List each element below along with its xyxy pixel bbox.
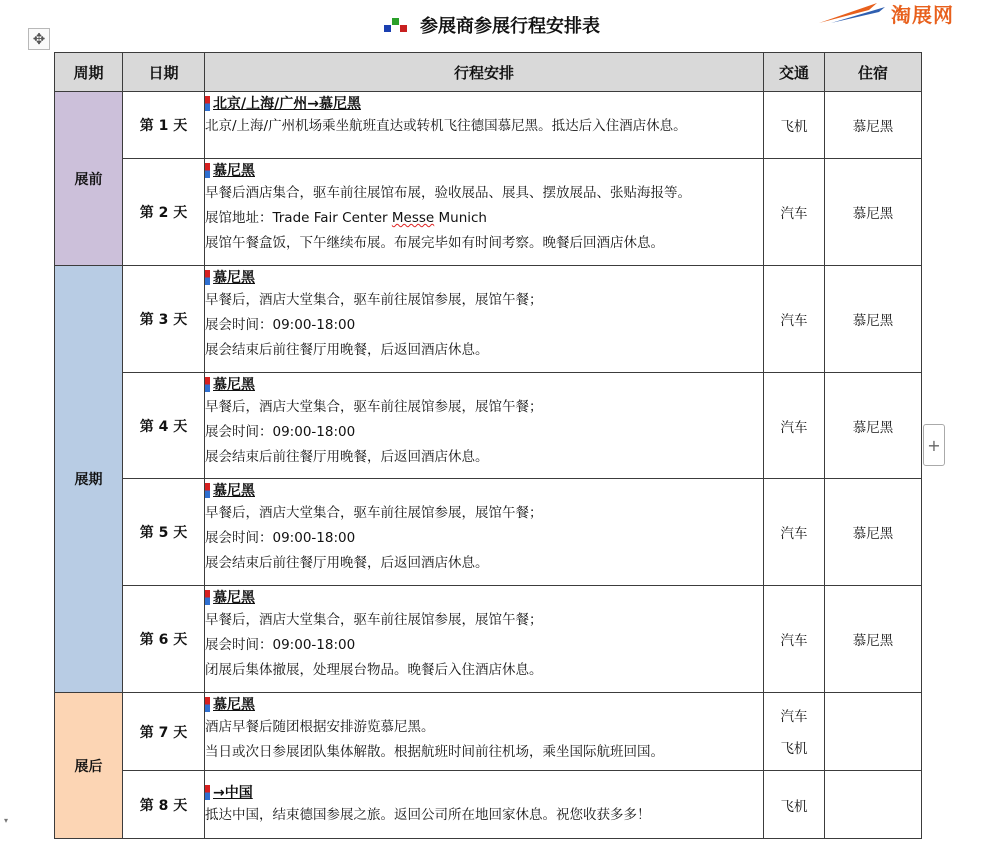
plan-line: 北京/上海/广州机场乘坐航班直达或转机飞往德国慕尼黑。抵达后入住酒店休息。 <box>205 118 687 134</box>
flag-icon <box>205 785 210 800</box>
plan-line: 展会时间：09:00-18:00 <box>205 317 356 333</box>
plan-line: 展会结束后前往餐厅用晚餐，后返回酒店休息。 <box>205 555 489 571</box>
plan-line: 早餐后酒店集合，驱车前往展馆布展，验收展品、展具、摆放展品、张贴海报等。 <box>205 185 691 201</box>
document-title <box>0 12 984 38</box>
flag-icon <box>205 590 210 605</box>
plan-line: 展会时间：09:00-18:00 <box>205 637 356 653</box>
flag-icon <box>205 377 210 392</box>
plan-heading: 慕尼黑 <box>205 266 763 288</box>
plan-line: 展会时间：09:00-18:00 <box>205 424 356 440</box>
lodging-cell: 慕尼黑 <box>825 159 922 266</box>
day-cell: 第 7 天 <box>123 693 205 771</box>
lodging-cell: 慕尼黑 <box>825 373 922 479</box>
table-header-row <box>55 53 922 92</box>
transport-cell: 汽车 <box>764 159 825 266</box>
itinerary-table <box>54 52 922 839</box>
plan-cell[interactable] <box>205 373 764 479</box>
plan-line: 早餐后，酒店大堂集合，驱车前往展馆参展，展馆午餐； <box>205 399 543 415</box>
transport-cell: 汽车 飞机 <box>764 693 825 771</box>
flag-icon <box>205 96 210 111</box>
plan-cell[interactable] <box>205 693 764 771</box>
table-row <box>55 373 922 479</box>
title-squares-icon <box>384 17 408 33</box>
flag-icon <box>205 270 210 285</box>
plan-cell[interactable] <box>205 479 764 586</box>
table-row <box>55 92 922 159</box>
day-cell: 第 2 天 <box>123 159 205 266</box>
plan-cell[interactable] <box>205 159 764 266</box>
plan-line: 展馆午餐盒饭，下午继续布展。布展完毕如有时间考察。晚餐后回酒店休息。 <box>205 235 664 251</box>
plan-heading: 慕尼黑 <box>205 159 763 181</box>
transport-cell: 汽车 <box>764 586 825 693</box>
day-cell: 第 4 天 <box>123 373 205 479</box>
table-row <box>55 266 922 373</box>
transport-cell: 汽车 <box>764 266 825 373</box>
table-row <box>55 693 922 771</box>
transport-cell: 汽车 <box>764 479 825 586</box>
transport-cell: 汽车 <box>764 373 825 479</box>
plan-line: 展会结束后前往餐厅用晚餐，后返回酒店休息。 <box>205 342 489 358</box>
move-icon: ✥ <box>32 30 46 48</box>
period-post: 展后 <box>55 693 123 839</box>
plan-line: 当日或次日参展团队集体解散。根据航班时间前往机场，乘坐国际航班回国。 <box>205 744 664 760</box>
table-row <box>55 586 922 693</box>
plan-cell[interactable] <box>205 771 764 839</box>
brand-name: 淘展网 <box>891 2 954 27</box>
day-cell: 第 1 天 <box>123 92 205 159</box>
transport-cell: 飞机 <box>764 771 825 839</box>
header-date: 日期 <box>123 53 205 92</box>
plan-line: 早餐后，酒店大堂集合，驱车前往展馆参展，展馆午餐； <box>205 612 543 628</box>
flag-icon <box>205 697 210 712</box>
table-row <box>55 159 922 266</box>
venue-address: 展馆地址：Trade Fair Center Messe Munich <box>205 210 487 226</box>
lodging-cell: 慕尼黑 <box>825 479 922 586</box>
flag-icon <box>205 483 210 498</box>
plan-heading: 慕尼黑 <box>205 373 763 395</box>
plan-heading: 北京/上海/广州→慕尼黑 <box>205 92 763 114</box>
plan-cell[interactable] <box>205 92 764 159</box>
plan-line: 闭展后集体撤展，处理展台物品。晚餐后入住酒店休息。 <box>205 662 543 678</box>
plan-line: 展会时间：09:00-18:00 <box>205 530 356 546</box>
flag-icon <box>205 163 210 178</box>
plan-heading: 慕尼黑 <box>205 693 763 715</box>
lodging-cell: 慕尼黑 <box>825 266 922 373</box>
period-pre: 展前 <box>55 92 123 266</box>
header-period: 周期 <box>55 53 123 92</box>
period-during: 展期 <box>55 266 123 693</box>
plan-line: 酒店早餐后随团根据安排游览慕尼黑。 <box>205 719 435 735</box>
add-column-button[interactable] <box>923 424 945 466</box>
spellcheck-word: Messe <box>391 210 435 226</box>
lodging-cell <box>825 693 922 771</box>
plan-line: 早餐后，酒店大堂集合，驱车前往展馆参展，展馆午餐； <box>205 292 543 308</box>
table-row <box>55 479 922 586</box>
plan-line: 早餐后，酒店大堂集合，驱车前往展馆参展，展馆午餐； <box>205 505 543 521</box>
table-row <box>55 771 922 839</box>
plan-cell[interactable] <box>205 266 764 373</box>
lodging-cell <box>825 771 922 839</box>
plan-cell[interactable] <box>205 586 764 693</box>
plan-heading: 慕尼黑 <box>205 479 763 501</box>
page-title: 参展商参展行程安排表 <box>420 16 600 37</box>
header-plan: 行程安排 <box>205 53 764 92</box>
day-cell: 第 5 天 <box>123 479 205 586</box>
day-cell: 第 8 天 <box>123 771 205 839</box>
plan-line: 抵达中国，结束德国参展之旅。返回公司所在地回家休息。祝您收获多多！ <box>205 807 651 823</box>
plan-line: 展会结束后前往餐厅用晚餐，后返回酒店休息。 <box>205 449 489 465</box>
day-cell: 第 6 天 <box>123 586 205 693</box>
day-cell: 第 3 天 <box>123 266 205 373</box>
header-lodging: 住宿 <box>825 53 922 92</box>
plus-icon: + <box>927 435 941 455</box>
lodging-cell: 慕尼黑 <box>825 586 922 693</box>
plan-heading: 慕尼黑 <box>205 586 763 608</box>
lodging-cell: 慕尼黑 <box>825 92 922 159</box>
transport-cell: 飞机 <box>764 92 825 159</box>
caret-down-icon: ▾ <box>4 816 9 825</box>
plan-heading: →中国 <box>205 781 763 803</box>
header-transport: 交通 <box>764 53 825 92</box>
